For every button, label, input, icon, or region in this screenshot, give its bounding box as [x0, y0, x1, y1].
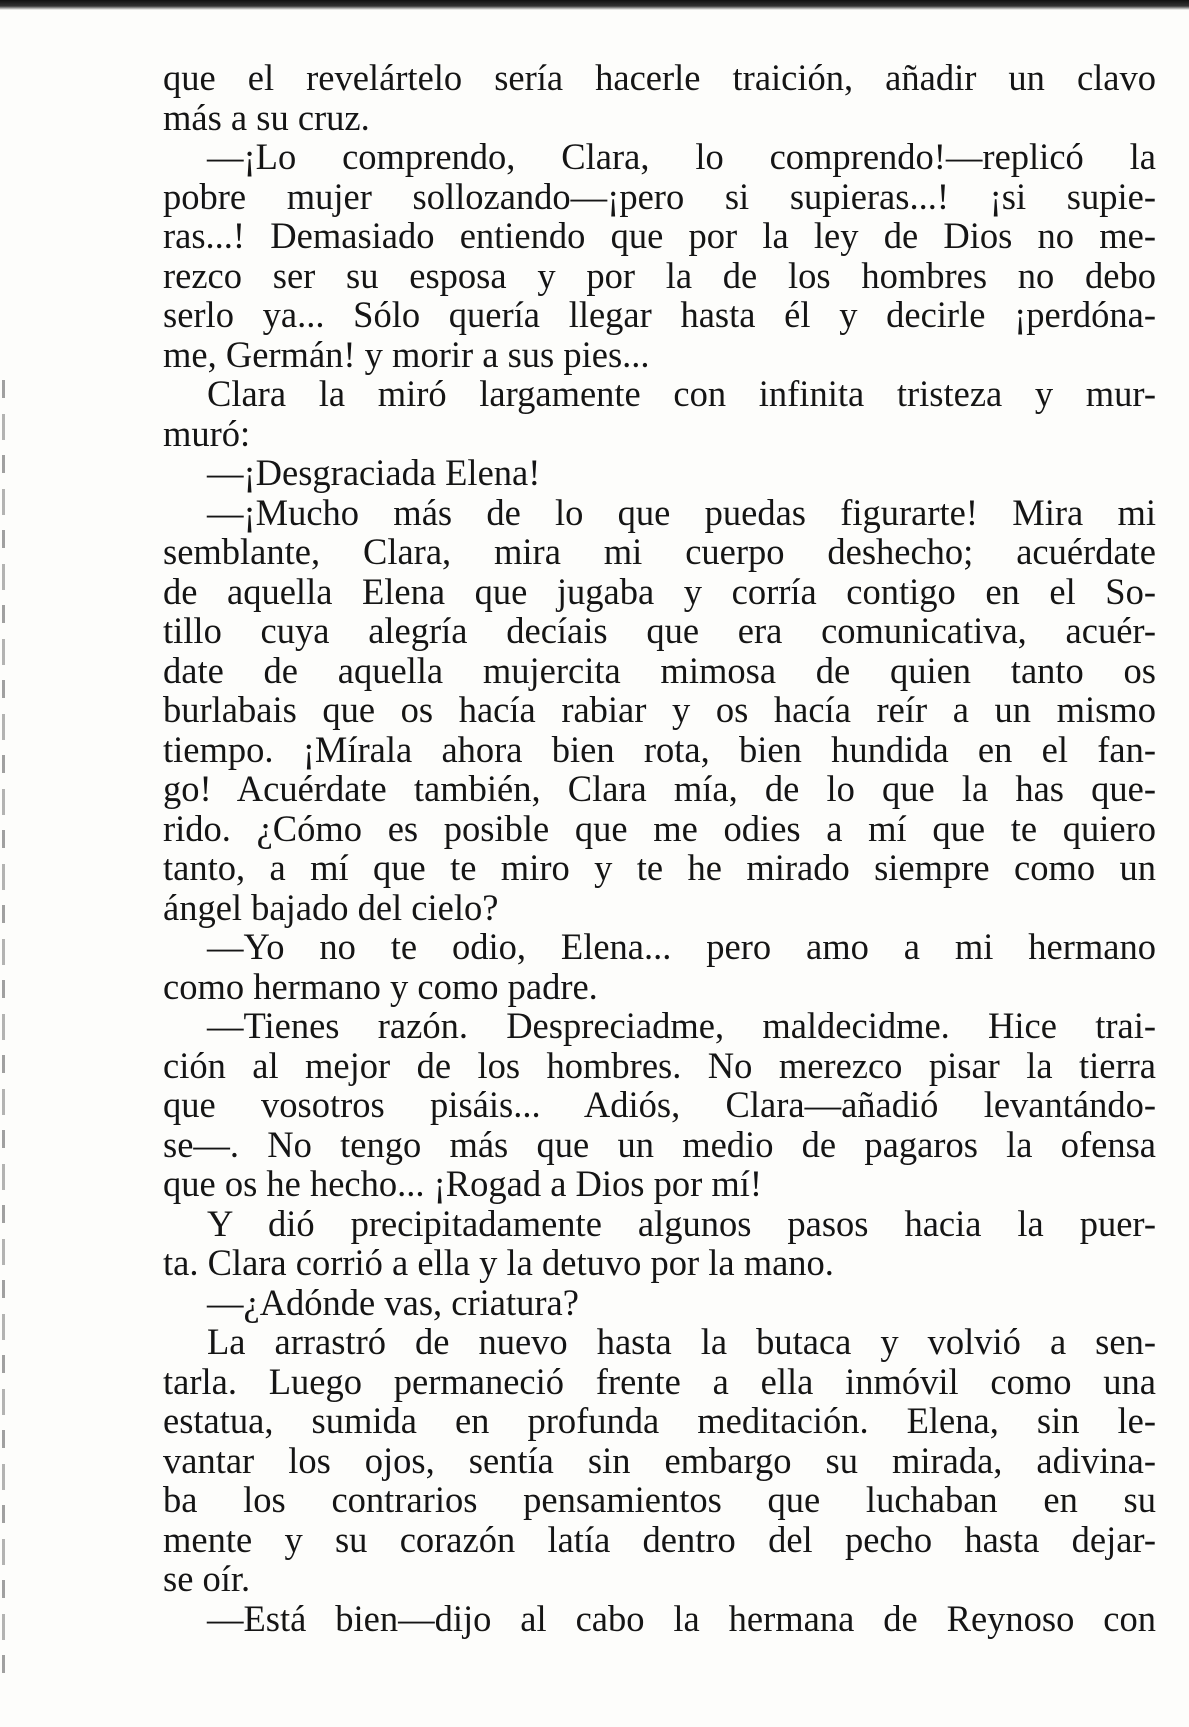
- page-top-edge: [0, 0, 1189, 10]
- text-line: ángel bajado del cielo?: [163, 886, 499, 928]
- text-line: vantar los ojos, sentía sin embargo su mirada, adivina-: [163, 1439, 1156, 1481]
- text-line: rido. ¿Cómo es posible que me odies a mí que te quiero: [163, 807, 1156, 849]
- text-line: tarla. Luego permaneció frente a ella inmóvil como una: [163, 1360, 1156, 1402]
- text-line: me, Germán! y morir a sus pies...: [163, 333, 650, 375]
- text-line: —¡Desgraciada Elena!: [207, 452, 541, 493]
- text-line: se oír.: [163, 1558, 251, 1599]
- text-line: ba los contrarios pensamientos que luchaban en su: [163, 1479, 1156, 1520]
- text-line: go! Acuérdate también, Clara mía, de lo que la has que-: [163, 768, 1156, 809]
- page-left-edge-shadow: [2, 380, 5, 1680]
- text-line: —¿Adónde vas, criatura?: [207, 1281, 579, 1323]
- text-line: date de aquella mujercita mimosa de quien tanto os: [163, 649, 1156, 691]
- text-line: que os he hecho... ¡Rogad a Dios por mí!: [163, 1163, 763, 1204]
- text-line: muró:: [163, 412, 251, 454]
- text-line: como hermano y como padre.: [163, 965, 598, 1007]
- text-line: ras...! Demasiado entiendo que por la ley de Dios no me-: [163, 215, 1156, 256]
- text-line: —Yo no te odio, Elena... pero amo a mi hermano: [207, 926, 1156, 967]
- text-line: tanto, a mí que te miro y te he mirado siempre como un: [163, 847, 1156, 888]
- text-line: semblante, Clara, mira mi cuerpo deshecho; acuérdate: [163, 531, 1156, 572]
- text-line: Clara la miró largamente con infinita tristeza y mur-: [207, 373, 1156, 414]
- text-line: se—. No tengo más que un medio de pagaros la ofensa: [163, 1123, 1156, 1165]
- text-line: —Está bien—dijo al cabo la hermana de Reynoso con: [207, 1597, 1156, 1639]
- text-line: rezco ser su esposa y por la de los hombres no debo: [163, 254, 1156, 296]
- text-line: La arrastró de nuevo hasta la butaca y volvió a sen-: [207, 1321, 1156, 1362]
- text-line: tillo cuya alegría decíais que era comunicativa, acuér-: [163, 610, 1156, 651]
- text-line: ta. Clara corrió a ella y la detuvo por la mano.: [163, 1242, 834, 1283]
- text-line: más a su cruz.: [163, 96, 370, 138]
- text-line: pobre mujer sollozando—¡pero si supieras...! ¡si supie-: [163, 175, 1156, 217]
- text-line: tiempo. ¡Mírala ahora bien rota, bien hundida en el fan-: [163, 728, 1156, 770]
- text-line: que vosotros pisáis... Adiós, Clara—añadió levantándo-: [163, 1084, 1156, 1125]
- text-line: burlabais que os hacía rabiar y os hacía reír a un mismo: [163, 689, 1156, 730]
- text-line: —¡Mucho más de lo que puedas figurarte! Mira mi: [207, 491, 1156, 533]
- text-line: estatua, sumida en profunda meditación. Elena, sin le-: [163, 1400, 1156, 1441]
- text-line: —¡Lo comprendo, Clara, lo comprendo!—replicó la: [207, 136, 1156, 177]
- text-line: que el revelártelo sería hacerle traición, añadir un clavo: [163, 57, 1156, 98]
- text-line: serlo ya... Sólo quería llegar hasta él y decirle ¡perdóna-: [163, 294, 1156, 335]
- body-text: [163, 58, 1156, 1638]
- text-line: mente y su corazón latía dentro del pecho hasta dejar-: [163, 1518, 1156, 1560]
- text-line: ción al mejor de los hombres. No merezco pisar la tierra: [163, 1044, 1156, 1086]
- text-line: de aquella Elena que jugaba y corría contigo en el So-: [163, 570, 1156, 612]
- text-line: Y dió precipitadamente algunos pasos hacia la puer-: [207, 1202, 1156, 1244]
- text-line: —Tienes razón. Despreciadme, maldecidme. Hice trai-: [207, 1005, 1156, 1046]
